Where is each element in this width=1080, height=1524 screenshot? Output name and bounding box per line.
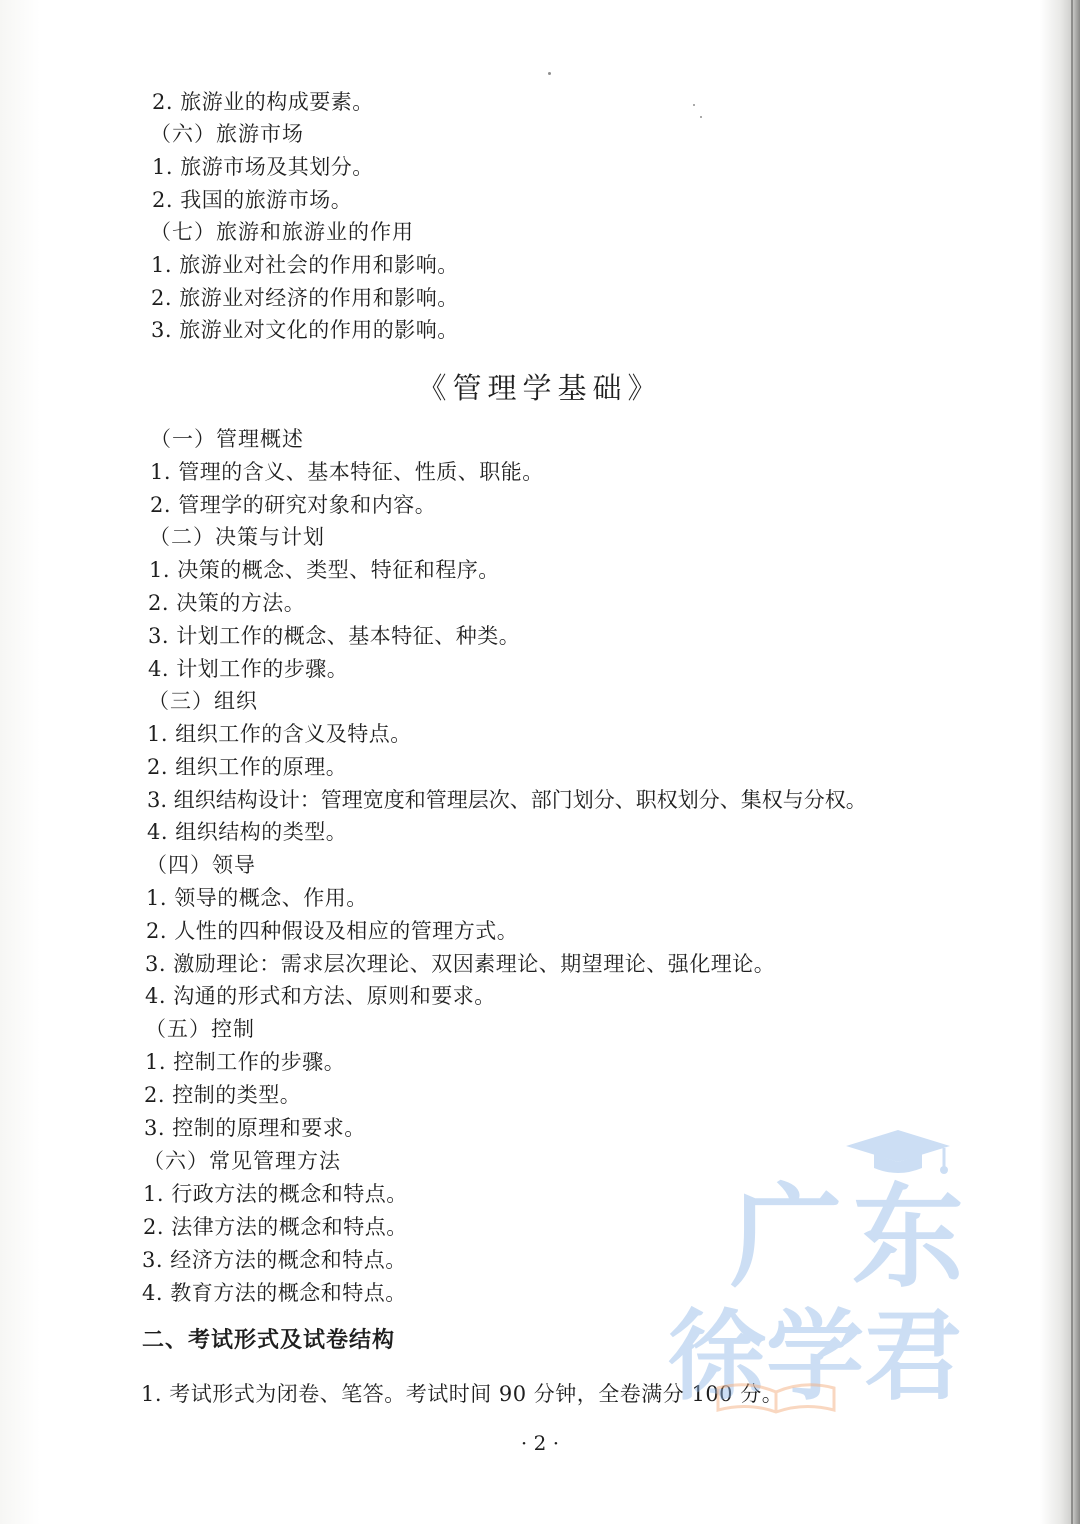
page-number: · 2 · [520, 1431, 560, 1455]
list-item: 1. 领导的概念、作用。 [146, 886, 368, 910]
list-item: 1. 组织工作的含义及特点。 [147, 722, 412, 746]
list-item: 3. 计划工作的概念、基本特征、种类。 [148, 624, 521, 648]
list-item: 2. 组织工作的原理。 [147, 755, 348, 779]
list-item: 1. 决策的概念、类型、特征和程序。 [149, 558, 500, 582]
part-heading: 二、考试形式及试卷结构 [142, 1328, 396, 1353]
watermark [668, 1128, 1008, 1418]
list-item: 2. 旅游业的构成要素。 [152, 90, 374, 114]
section-heading: （五）控制 [145, 1017, 255, 1041]
list-item: 1. 控制工作的步骤。 [145, 1050, 346, 1074]
scan-speck [693, 104, 695, 106]
watermark-text-line2: 徐学君 [668, 1300, 963, 1414]
section-heading: （六）旅游市场 [150, 122, 304, 146]
section-heading: （一）管理概述 [150, 427, 304, 451]
list-item: 2. 控制的类型。 [144, 1083, 302, 1107]
section-heading: （四）领导 [146, 853, 256, 877]
scan-speck [548, 72, 551, 75]
list-item: 1. 考试形式为闭卷、笔答。考试时间 90 分钟，全卷满分 100 分。 [141, 1382, 784, 1406]
page-edge-shadow [1071, 0, 1073, 1524]
list-item: 1. 旅游市场及其划分。 [152, 155, 374, 179]
list-item: 3. 旅游业对文化的作用的影响。 [151, 318, 459, 342]
section-heading: （三）组织 [148, 689, 258, 713]
section-heading: （七）旅游和旅游业的作用 [150, 220, 414, 244]
list-item: 4. 计划工作的步骤。 [148, 657, 349, 681]
list-item: 1. 行政方法的概念和特点。 [143, 1182, 408, 1206]
list-item: 4. 沟通的形式和方法、原则和要求。 [145, 984, 496, 1008]
list-item: 3. 激励理论：需求层次理论、双因素理论、期望理论、强化理论。 [145, 952, 776, 976]
list-item: 3. 组织结构设计：管理宽度和管理层次、部门划分、职权划分、集权与分权。 [147, 788, 867, 812]
section-heading: （六）常见管理方法 [143, 1149, 341, 1173]
section-heading: （二）决策与计划 [149, 525, 325, 549]
list-item: 1. 管理的含义、基本特征、性质、职能。 [150, 460, 544, 484]
list-item: 2. 旅游业对经济的作用和影响。 [151, 286, 459, 310]
list-item: 4. 组织结构的类型。 [147, 820, 348, 844]
list-item: 2. 我国的旅游市场。 [152, 188, 353, 212]
list-item: 2. 法律方法的概念和特点。 [143, 1215, 408, 1239]
document-title: 《管理学基础》 [417, 371, 663, 405]
list-item: 3. 控制的原理和要求。 [144, 1116, 366, 1140]
list-item: 2. 人性的四种假设及相应的管理方式。 [146, 919, 519, 943]
list-item: 2. 管理学的研究对象和内容。 [150, 493, 437, 517]
list-item: 2. 决策的方法。 [148, 591, 306, 615]
list-item: 3. 经济方法的概念和特点。 [142, 1248, 407, 1272]
list-item: 1. 旅游业对社会的作用和影响。 [151, 253, 459, 277]
list-item: 4. 教育方法的概念和特点。 [142, 1281, 407, 1305]
scan-speck [700, 116, 702, 118]
watermark-text-line1: 广东 [730, 1173, 974, 1303]
graduation-cap-icon [844, 1128, 952, 1174]
